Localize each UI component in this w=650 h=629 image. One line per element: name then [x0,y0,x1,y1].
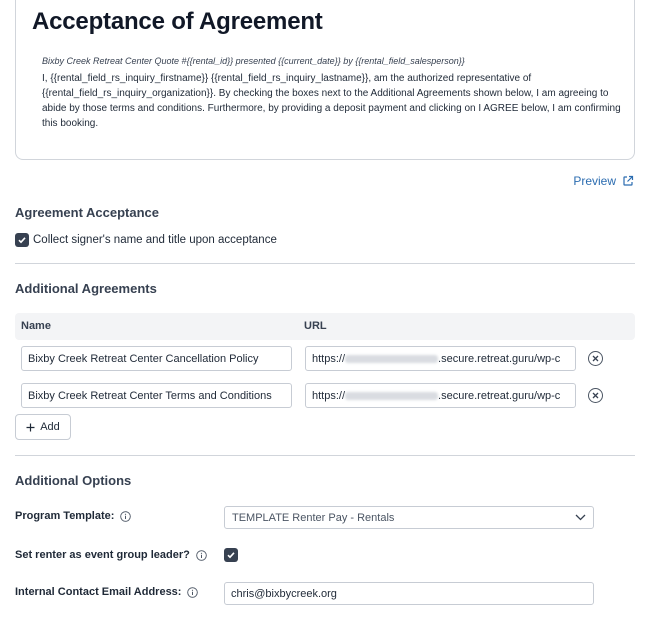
info-icon[interactable] [120,511,131,522]
agreements-table-header [15,313,635,340]
contact-email-value: chris@bixbycreek.org [231,587,337,600]
preview-link-label: Preview [573,174,616,188]
agreement-preview-panel [15,0,635,160]
close-icon [592,355,599,362]
column-header-name: Name [21,320,51,332]
event-group-leader-checkbox[interactable] [224,548,238,562]
check-icon [226,550,236,560]
program-template-value: TEMPLATE Renter Pay - Rentals [232,511,395,524]
column-header-url: URL [304,320,327,332]
event-group-leader-label-row [15,549,207,561]
additional-options-heading: Additional Options [15,473,132,488]
url-prefix: https:// [312,352,346,365]
agreement-name-value: Bixby Creek Retreat Center Terms and Conditions [28,389,272,402]
url-prefix: https:// [312,389,346,402]
contact-email-label-row [15,586,198,598]
agreement-name-input[interactable] [21,383,292,408]
chevron-down-icon [575,514,586,521]
url-suffix: .secure.retreat.guru/wp-c [438,389,561,402]
agreement-body-text: I, {{rental_field_rs_inquiry_firstname}} {{rental_field_rs_inquiry_lastname}}, am the authorized representative of {{rental_field_rs_inquiry_organization}}. By checking the boxes next to the Additional Agreements shown below, I am agreeing to abide by those terms and conditions. Furthermore, by providing a deposit payment and clicking on I AGREE below, I am confirming this booking. [42,73,621,129]
external-link-icon [622,175,634,187]
program-template-select[interactable] [224,506,594,529]
additional-agreements-heading: Additional Agreements [15,281,157,296]
collect-signer-row [15,233,277,247]
agreement-url-input[interactable] [305,346,576,371]
redacted-subdomain [345,355,438,363]
add-agreement-button[interactable] [15,414,71,440]
url-suffix: .secure.retreat.guru/wp-c [438,352,561,365]
info-icon[interactable] [196,550,207,561]
agreement-acceptance-heading: Agreement Acceptance [15,205,160,220]
section-divider [15,263,635,264]
preview-link[interactable] [573,174,634,188]
agreement-title: Acceptance of Agreement [32,8,323,35]
agreement-name-input[interactable] [21,346,292,371]
agreement-url-input[interactable] [305,383,576,408]
event-group-leader-label: Set renter as event group leader? [15,549,190,561]
contact-email-label: Internal Contact Email Address: [15,586,182,598]
remove-agreement-button[interactable] [588,351,603,366]
redacted-subdomain [345,392,438,400]
close-icon [592,392,599,399]
contact-email-input[interactable] [224,582,594,605]
collect-signer-label: Collect signer's name and title upon acceptance [33,234,277,246]
check-icon [17,235,27,245]
plus-icon [26,423,35,432]
agreement-name-value: Bixby Creek Retreat Center Cancellation Policy [28,352,259,365]
program-template-label-row [15,510,131,522]
collect-signer-checkbox[interactable] [15,233,29,247]
agreement-subtitle: Bixby Creek Retreat Center Quote #{{rental_id}} presented {{current_date}} by {{rental_field_salesperson}} [42,56,465,66]
program-template-label: Program Template: [15,510,115,522]
remove-agreement-button[interactable] [588,388,603,403]
info-icon[interactable] [187,587,198,598]
section-divider [15,455,635,456]
add-button-label: Add [40,421,60,433]
